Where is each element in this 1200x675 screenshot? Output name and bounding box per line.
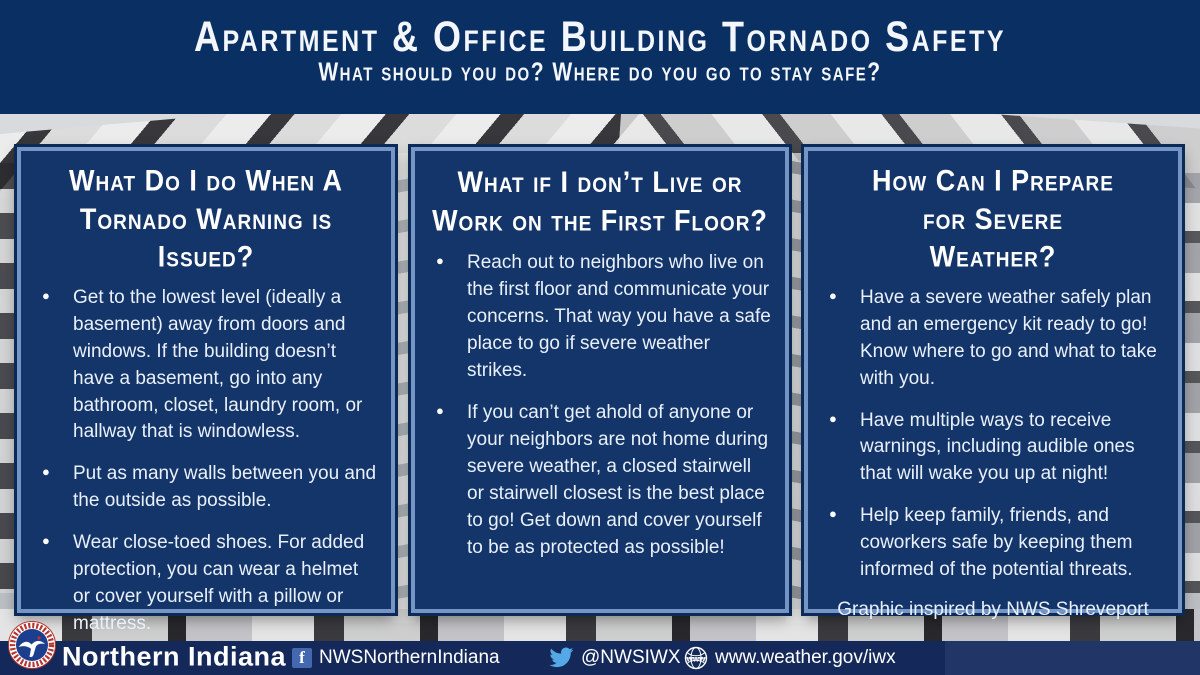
office-name: Northern Indiana: [62, 641, 287, 672]
twitter-handle: @NWSIWX: [581, 647, 681, 668]
twitter-icon: [548, 647, 574, 669]
facebook-handle-group: [292, 641, 500, 675]
bullet-list: [33, 285, 379, 654]
bullet-item: ● Put as many walls between you and the outside as possible.: [33, 461, 379, 515]
facebook-icon: f: [292, 648, 312, 668]
globe-www-label: www: [686, 654, 706, 664]
panel-title: How Can I Prepare for Severe Weather?: [872, 164, 1114, 274]
bullet-item: ● Have a severe weather safely plan and an emergency kit ready to go! Know where to go and what to take with you.: [820, 285, 1166, 393]
page-subtitle: What should you do? Where do you go to stay safe?: [318, 58, 882, 87]
panel-prepare: [804, 147, 1182, 621]
bullet-item: ● Reach out to neighbors who live on the first floor and communicate your concerns. That way you have a safe place to go if severe weather strikes.: [427, 250, 773, 385]
facebook-handle: NWSNorthernIndiana: [319, 647, 500, 668]
website-group: [684, 641, 896, 675]
bullet-item: ● Wear close-toed shoes. For added protection, you can wear a helmet or cover yourself with a pillow or mattress.: [33, 530, 379, 638]
panel-tornado-warning: [17, 147, 395, 635]
globe-www-icon: [684, 646, 708, 670]
panel-title: What if I don’t Live or Work on the First Floor?: [432, 165, 768, 237]
bullet-item: ● Get to the lowest level (ideally a basement) away from doors and windows. If the building doesn’t have a basement, go into any bathroom, closet, laundry room, or hallway that is windowless.: [33, 285, 379, 447]
page-title: Apartment & Office Building Tornado Safety: [193, 12, 1007, 61]
credit-line: Graphic inspired by NWS Shreveport: [837, 599, 1149, 621]
bullet-item: ● If you can’t get ahold of anyone or your neighbors are not home during severe weather, a closed stairwell or stairwell closest is the best place to go! Get down and cover yourself to be as protected as possible!: [427, 400, 773, 562]
bullet-item: ● Help keep family, friends, and coworkers safe by keeping them informed of the potential threats.: [820, 503, 1166, 584]
bullet-list: [427, 250, 773, 577]
panel-title: What Do I do When A Tornado Warning is Issued?: [68, 164, 343, 274]
website-url: www.weather.gov/iwx: [715, 647, 896, 668]
bullet-item: ● Have multiple ways to receive warnings, including audible ones that will wake you up at night!: [820, 408, 1166, 489]
footer-bar: [0, 641, 1200, 675]
bullet-list: [820, 285, 1166, 600]
footer-right-shade: [945, 641, 1200, 675]
nws-seal-logo: [8, 621, 56, 669]
panel-not-first-floor: [411, 147, 789, 613]
header-band: [0, 0, 1200, 114]
twitter-handle-group: [548, 641, 681, 675]
